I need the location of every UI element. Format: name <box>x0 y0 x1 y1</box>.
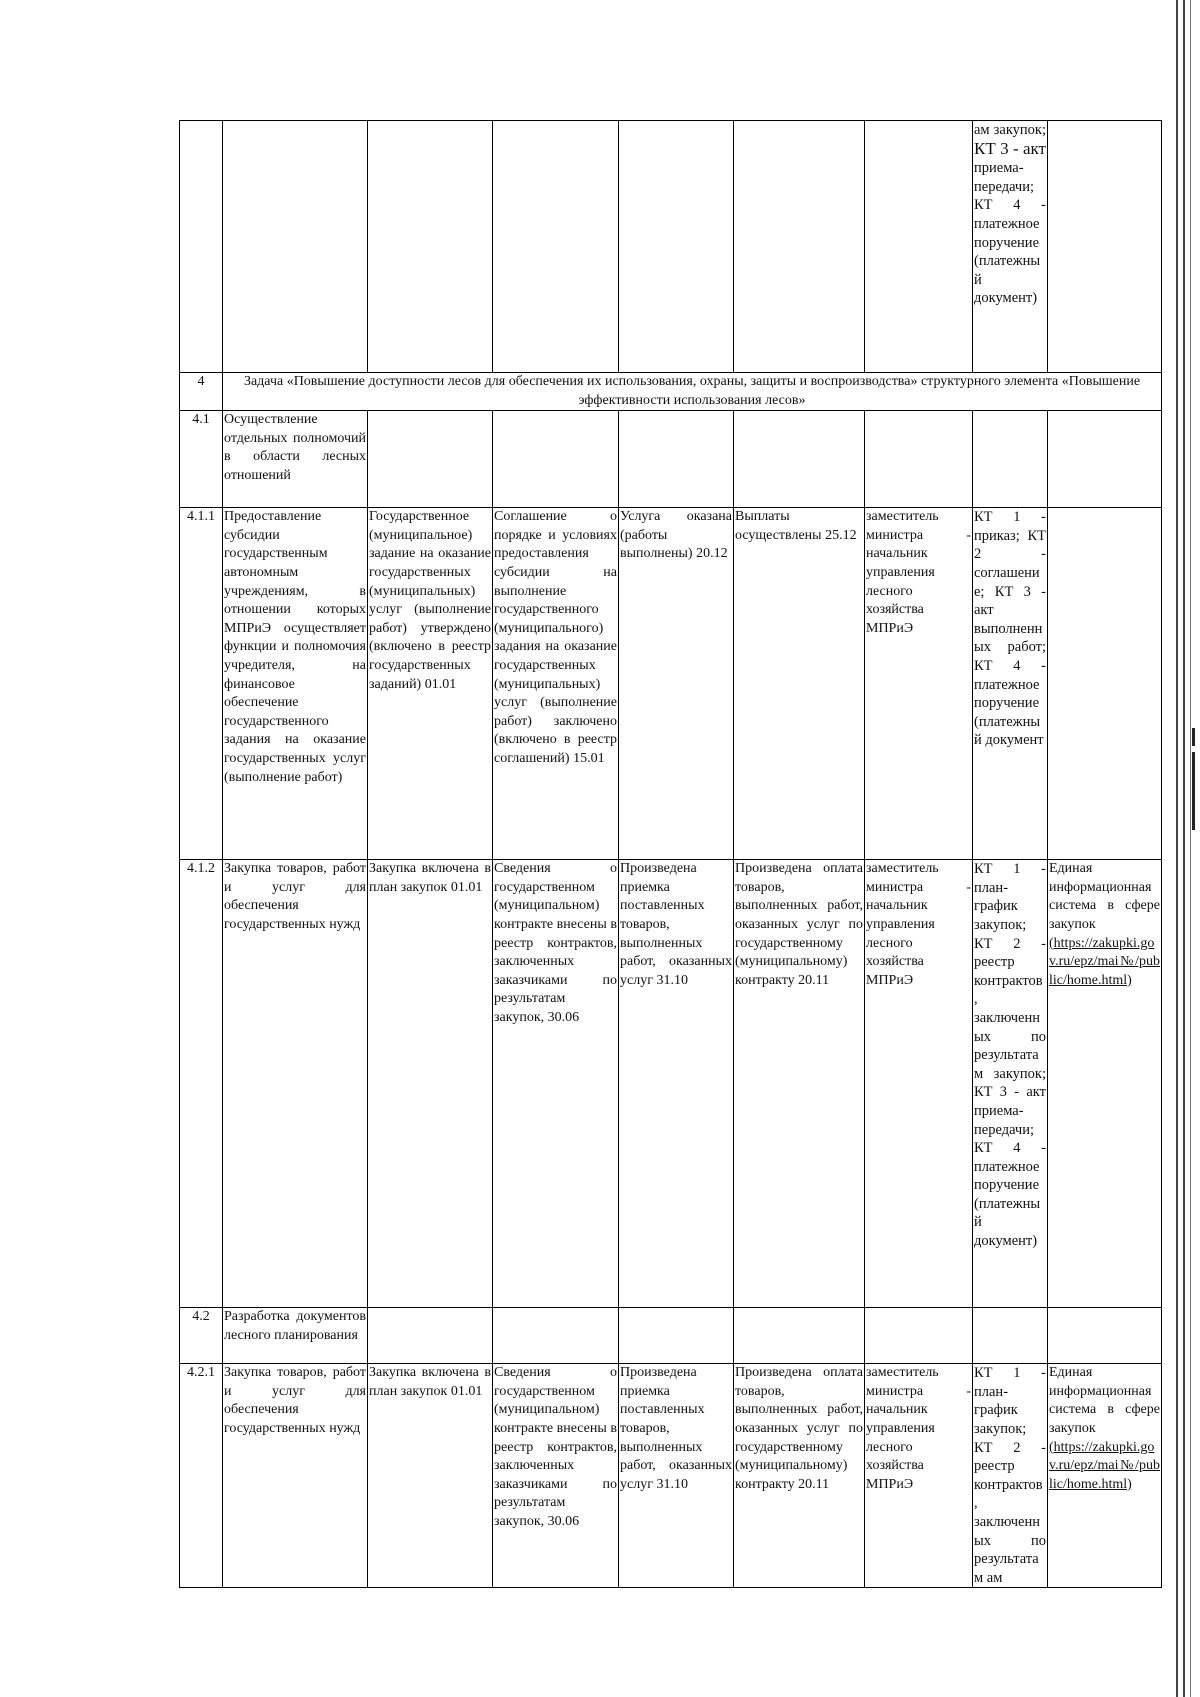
margin-mark <box>1192 728 1195 746</box>
info-system-link[interactable]: (https://zakupki.gov.ru/epz/mai№/public/home.html) <box>1049 1439 1160 1492</box>
cell-name: Предоставление субсидии государственным автономным учреждениям, в отношении которых МПРиЭ осуществляет функции и полномочия учредителя, на финансовое обеспечение государственного задания на оказание государственных услуг (выполнение работ) <box>223 508 368 860</box>
cell-control-point-2: Сведения о государственном (муниципальном) контракте внесены в реестр контрактов, заключенных заказчиками по результатам закупок, 30.06 <box>493 1364 619 1588</box>
cell-control-point-3 <box>619 411 734 508</box>
cell-control-documents: КТ 1 - план-график закупок; КТ 2 - реестр контрактов, заключенных по результатам закупок; КТ 3 - акт приема-передачи; КТ 4 - платежное поручение (платежный документ) <box>973 860 1048 1308</box>
cell-name <box>223 121 368 373</box>
cell-name: Закупка товаров, работ и услуг для обеспечения государственных нужд <box>223 1364 368 1588</box>
cell-control-point-4: Выплаты осуществлены 25.12 <box>734 508 865 860</box>
cell-num: 4.1.2 <box>180 860 223 1308</box>
cell-responsible <box>865 121 973 373</box>
cell-control-point-4 <box>734 1308 865 1364</box>
table-row-event <box>180 508 1162 860</box>
cell-info-system <box>1048 1308 1162 1364</box>
cell-control-point-4: Произведена оплата товаров, выполненных работ, оказанных услуг по государственному (муниципальному) контракту 20.11 <box>734 1364 865 1588</box>
cell-num: 4 <box>180 373 223 411</box>
cell-control-point-4: Произведена оплата товаров, выполненных работ, оказанных услуг по государственному (муниципальному) контракту 20.11 <box>734 860 865 1308</box>
cell-control-documents <box>973 411 1048 508</box>
cell-name: Закупка товаров, работ и услуг для обеспечения государственных нужд <box>223 860 368 1308</box>
table-row-event <box>180 860 1162 1308</box>
cell-control-point-2 <box>493 121 619 373</box>
cell-info-system <box>1048 1364 1162 1588</box>
cell-control-point-1: Закупка включена в план закупок 01.01 <box>368 1364 493 1588</box>
cell-responsible: заместитель министра - начальник управления лесного хозяйства МПРиЭ <box>865 508 973 860</box>
table-row-group <box>180 411 1162 508</box>
table-row-event <box>180 1364 1162 1588</box>
cell-control-point-2 <box>493 1308 619 1364</box>
cell-control-point-3: Произведена приемка поставленных товаров, выполненных работ, оказанных услуг 31.10 <box>619 860 734 1308</box>
cell-control-point-2: Сведения о государственном (муниципальном) контракте внесены в реестр контрактов, заключенных заказчиками по результатам закупок, 30.06 <box>493 860 619 1308</box>
cell-control-documents: КТ 1 - приказ; КТ 2 - соглашение; КТ 3 - акт выполненных работ; КТ 4 - платежное поручение (платежный документ <box>973 508 1048 860</box>
cell-num <box>180 121 223 373</box>
table-row-task <box>180 373 1162 411</box>
cell-responsible: заместитель министра - начальник управления лесного хозяйства МПРиЭ <box>865 1364 973 1588</box>
cell-name: Разработка документов лесного планирования <box>223 1308 368 1364</box>
page-edge-line <box>1183 0 1185 1697</box>
table-row-continued <box>180 121 1162 373</box>
cell-num: 4.2.1 <box>180 1364 223 1588</box>
cell-control-point-2: Соглашение о порядке и условиях предоставления субсидии на выполнение государственного (муниципального) задания на оказание государственных (муниципальных) услуг (выполнение работ) заключено (включено в реестр соглашений) 15.01 <box>493 508 619 860</box>
cell-control-point-1 <box>368 1308 493 1364</box>
cell-control-point-3 <box>619 1308 734 1364</box>
cell-info-system <box>1048 860 1162 1308</box>
cell-responsible: заместитель министра - начальник управления лесного хозяйства МПРиЭ <box>865 860 973 1308</box>
cell-control-point-1: Закупка включена в план закупок 01.01 <box>368 860 493 1308</box>
cell-control-point-3 <box>619 121 734 373</box>
table-row-group <box>180 1308 1162 1364</box>
control-points-table <box>179 120 1162 1588</box>
cell-responsible <box>865 411 973 508</box>
cell-control-point-3: Услуга оказана (работы выполнены) 20.12 <box>619 508 734 860</box>
cell-control-point-4 <box>734 121 865 373</box>
cell-control-point-1 <box>368 121 493 373</box>
info-system-name: Единая информационная система в сфере закупок <box>1049 861 1160 932</box>
cell-control-point-3: Произведена приемка поставленных товаров, выполненных работ, оказанных услуг 31.10 <box>619 1364 734 1588</box>
cell-control-point-4 <box>734 411 865 508</box>
cell-info-system <box>1048 508 1162 860</box>
page-edge-line <box>1190 0 1191 1697</box>
cell-name: Осуществление отдельных полномочий в области лесных отношений <box>223 411 368 508</box>
cell-responsible <box>865 1308 973 1364</box>
cell-control-documents: ам закупок; КТ 3 - акт приема-передачи; КТ 4 - платежное поручение (платежный документ) <box>973 121 1048 373</box>
cell-control-documents: КТ 1 - план-график закупок; КТ 2 - реестр контрактов, заключенных по результатам ам <box>973 1364 1048 1588</box>
cell-info-system <box>1048 411 1162 508</box>
page-edge-line <box>1176 0 1178 1697</box>
cell-num: 4.1.1 <box>180 508 223 860</box>
cell-num: 4.2 <box>180 1308 223 1364</box>
cell-num: 4.1 <box>180 411 223 508</box>
info-system-name: Единая информационная система в сфере закупок <box>1049 1365 1160 1436</box>
task-heading: Задача «Повышение доступности лесов для обеспечения их использования, охраны, защиты и воспроизводства» структурного элемента «Повышение эффективности использования лесов» <box>223 373 1162 411</box>
cell-control-point-1 <box>368 411 493 508</box>
cell-control-documents <box>973 1308 1048 1364</box>
margin-mark <box>1192 752 1195 830</box>
cell-info-system <box>1048 121 1162 373</box>
cell-control-point-1: Государственное (муниципальное) задание на оказание государственных (муниципальных) услуг (выполнение работ) утверждено (включено в реестр государственных заданий) 01.01 <box>368 508 493 860</box>
cell-control-point-2 <box>493 411 619 508</box>
info-system-link[interactable]: (https://zakupki.gov.ru/epz/mai№/public/home.html) <box>1049 935 1160 988</box>
